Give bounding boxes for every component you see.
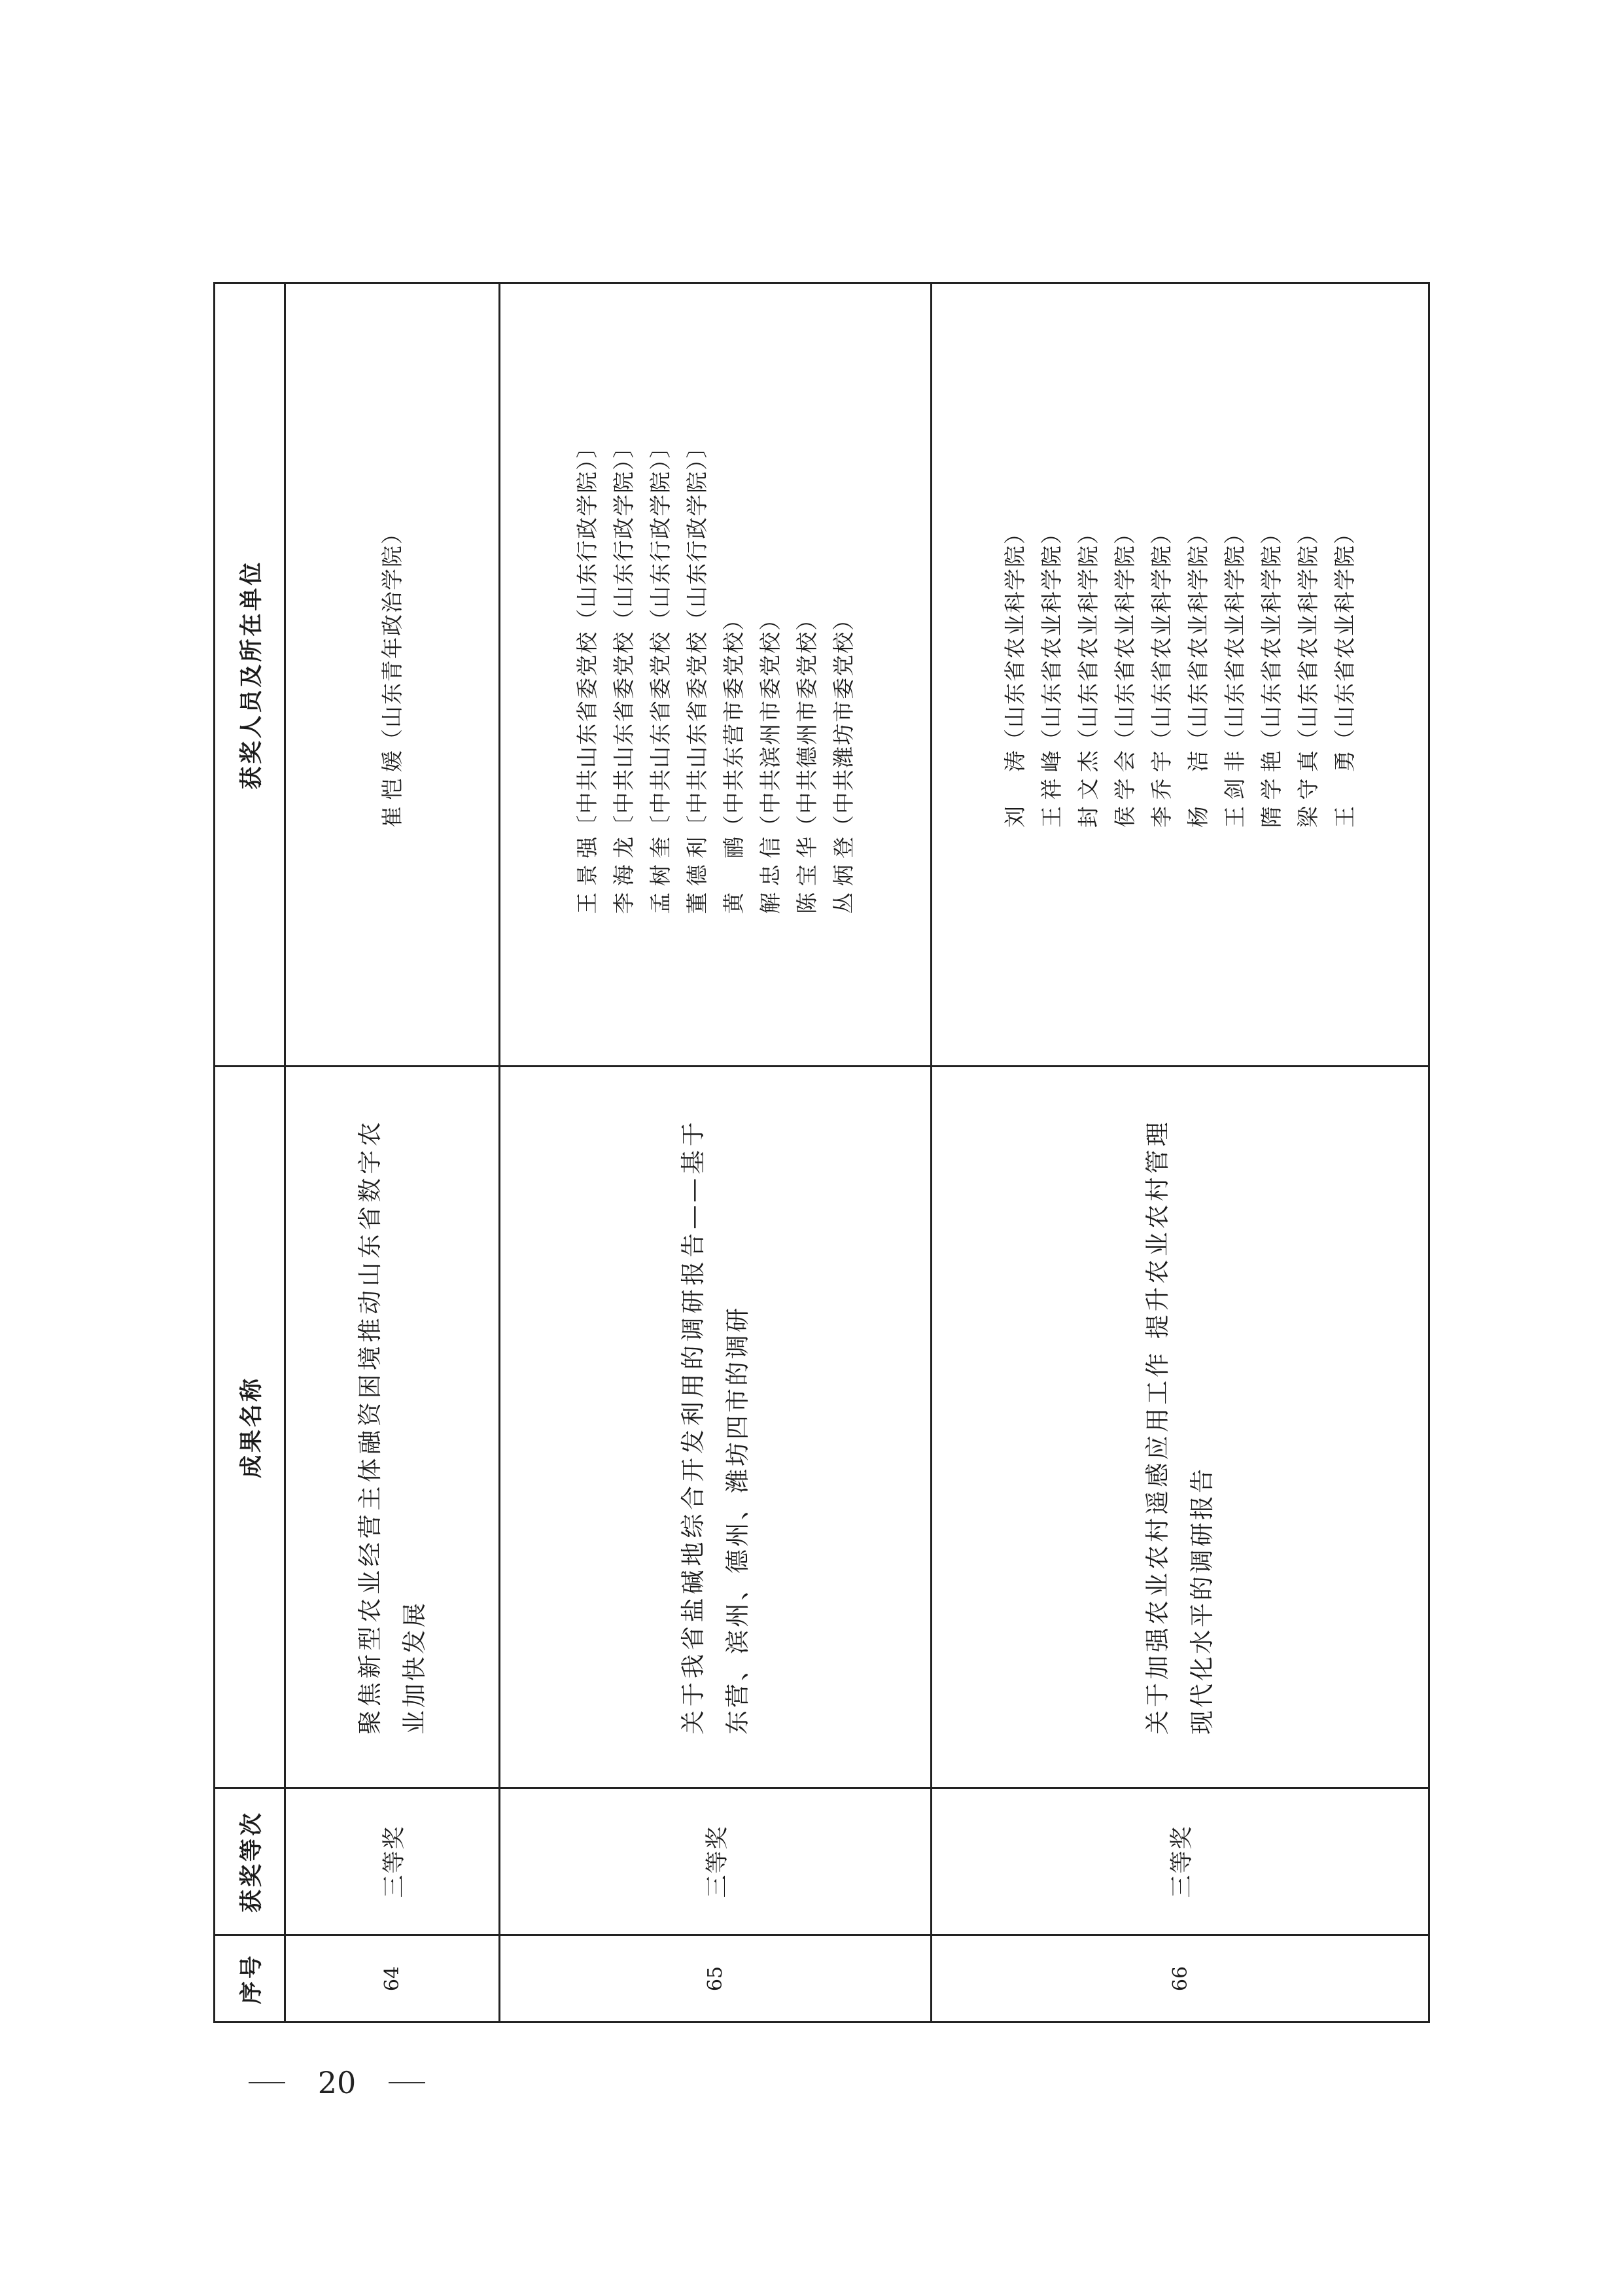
row-level: 三等奖 [285,1788,500,1935]
person-name: 李乔宇 [1149,751,1174,828]
list-item [1107,521,1143,828]
person-unit: 〔中共山东省委党校（山东行政学院）〕 [684,435,710,837]
row-index: 66 [932,1935,1429,2022]
person-name: 杨 洁 [1185,751,1211,828]
row-people [932,283,1429,1067]
awards-table [213,282,1430,2023]
page-number-dash-right [389,2082,425,2083]
list-item [642,435,679,914]
person-name: 王景强 [574,836,600,914]
table-header-row [215,283,285,2022]
list-item [1180,521,1217,828]
person-name: 董德利 [684,836,710,914]
list-item [374,521,411,828]
list-item [716,435,752,914]
person-name: 解忠信 [757,836,783,914]
person-unit: （中共德州市委党校） [794,607,820,837]
page-number [249,2063,425,2102]
person-name: 刘 涛 [1002,751,1028,828]
person-name: 侯学会 [1112,751,1138,828]
rotated-table-frame [213,292,1426,2023]
person-unit: （山东省农业科学院） [1039,521,1064,751]
person-name: 黄 鹂 [720,836,746,914]
list-item [1034,521,1070,828]
row-name: 聚焦新型农业经营主体融资困境推动山东省数字农业加快发展 [285,1067,500,1788]
person-name: 梁守真 [1295,751,1321,828]
table-row [932,283,1429,2022]
people-list [374,521,411,828]
header-people: 获奖人员及所在单位 [215,283,285,1067]
person-unit: （山东省农业科学院） [1149,521,1174,751]
list-item [1143,521,1180,828]
row-level: 三等奖 [932,1788,1429,1935]
row-people [500,283,932,1067]
person-name: 孟树奎 [647,836,673,914]
header-level: 获奖等次 [215,1788,285,1935]
row-name: 关于我省盐碱地综合开发利用的调研报告——基于东营、滨州、德州、潍坊四市的调研 [500,1067,932,1788]
person-unit: 〔中共山东省委党校（山东行政学院）〕 [574,435,600,837]
list-item [826,435,862,914]
row-level: 三等奖 [500,1788,932,1935]
list-item [606,435,642,914]
list-item [789,435,826,914]
person-unit: 〔中共山东省委党校（山东行政学院）〕 [610,435,637,837]
person-unit: （山东省农业科学院） [1185,521,1211,751]
person-name: 崔恺媛 [379,751,405,828]
header-index: 序号 [215,1935,285,2022]
person-name: 陈宝华 [794,836,820,914]
list-item [997,521,1034,828]
person-unit: （中共滨州市委党校） [757,607,783,837]
person-unit: （山东青年政治学院） [379,521,405,751]
people-list [569,435,862,914]
person-unit: （山东省农业科学院） [1112,521,1138,751]
person-name: 王祥峰 [1039,751,1064,828]
list-item [1327,521,1363,828]
list-item [1253,521,1290,828]
person-name: 王 勇 [1332,751,1357,828]
person-unit: （中共潍坊市委党校） [830,607,856,837]
people-list-wrap [569,284,862,1065]
table-row [500,283,932,2022]
person-name: 丛炳登 [830,836,856,914]
people-list [997,521,1363,828]
row-people [285,283,500,1067]
person-unit: （山东省农业科学院） [1259,521,1284,751]
person-unit: （山东省农业科学院） [1075,521,1101,751]
page-number-value: 20 [317,2065,357,2100]
list-item [569,435,606,914]
person-name: 封文杰 [1075,751,1101,828]
list-item [679,435,716,914]
person-name: 隋学艳 [1259,751,1284,828]
person-unit: （山东省农业科学院） [1295,521,1321,751]
header-name: 成果名称 [215,1067,285,1788]
row-index: 64 [285,1935,500,2022]
list-item [1070,521,1107,828]
row-index: 65 [500,1935,932,2022]
people-list-wrap [997,284,1363,1065]
table-row [285,283,500,2022]
page-number-dash-left [249,2082,285,2083]
list-item [1217,521,1253,828]
row-name: 关于加强农业农村遥感应用工作 提升农业农村管理现代化水平的调研报告 [932,1067,1429,1788]
person-unit: （中共东营市委党校） [720,607,746,837]
person-name: 王剑非 [1222,751,1248,828]
list-item [752,435,789,914]
people-list-wrap [374,284,411,1065]
person-unit: 〔中共山东省委党校（山东行政学院）〕 [647,435,673,837]
person-unit: （山东省农业科学院） [1222,521,1248,751]
person-unit: （山东省农业科学院） [1332,521,1357,751]
person-unit: （山东省农业科学院） [1002,521,1028,751]
list-item [1290,521,1327,828]
person-name: 李海龙 [610,836,637,914]
